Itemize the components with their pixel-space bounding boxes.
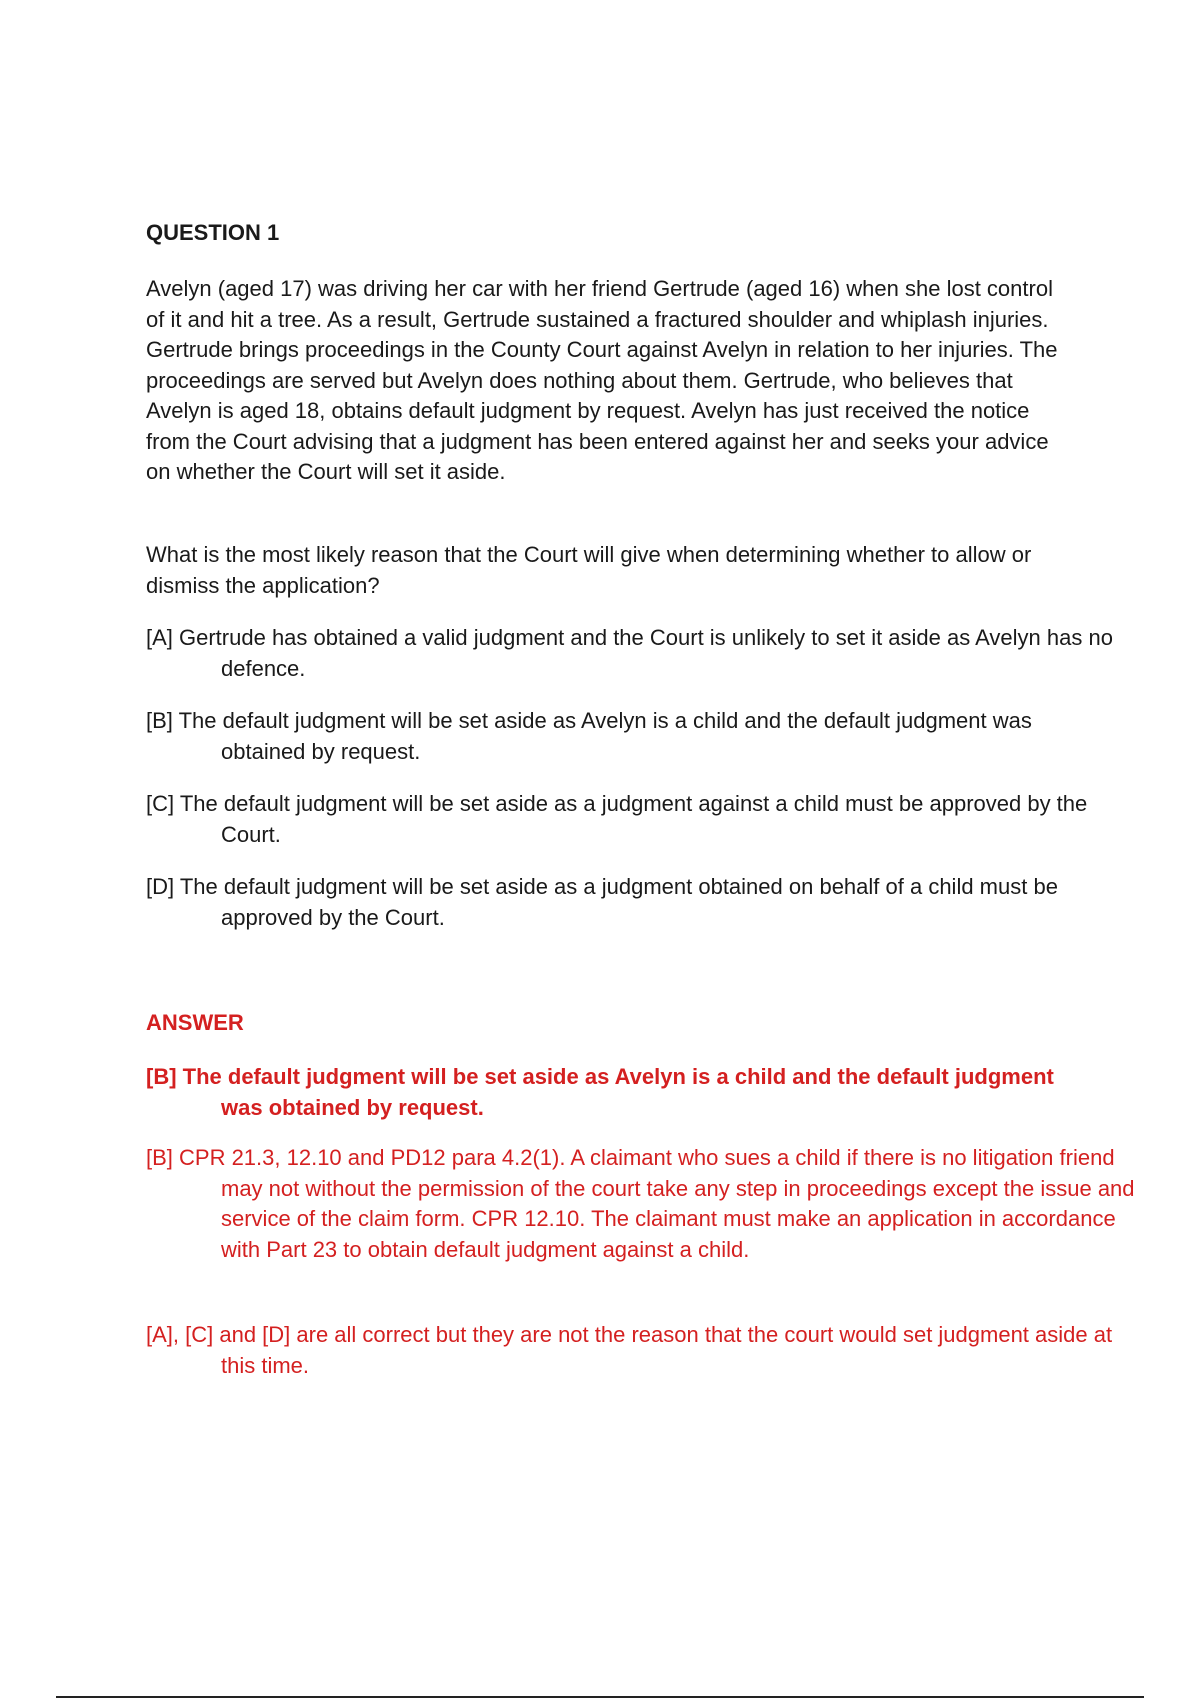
question-heading: QUESTION 1	[146, 220, 280, 245]
answer-explanation-others: [A], [C] and [D] are all correct but they are not the reason that the court would set judgment aside at this time.	[146, 1322, 1113, 1378]
option-b: [B] The default judgment will be set aside as Avelyn is a child and the default judgment was obtained by request.	[146, 708, 1032, 764]
question-scenario: Avelyn (aged 17) was driving her car with her friend Gertrude (aged 16) when she lost control of it and hit a tree. As a result, Gertrude sustained a fractured shoulder and whiplash injuries. Gertrude brings proceedings in the County Court against Avelyn in relation to her injuries. The proceedings are served but Avelyn does nothing about them. Gertrude, who believes that Avelyn is aged 18, obtains default judgment by request. Avelyn has just received the notice from the Court advising that a judgment has been entered against her and seeks your advice on whether the Court will set it aside.	[146, 276, 1058, 484]
question-prompt: What is the most likely reason that the Court will give when determining whether to allow or dismiss the application?	[146, 542, 1032, 598]
answer-explanation-b: [B] CPR 21.3, 12.10 and PD12 para 4.2(1). A claimant who sues a child if there is no litigation friend may not without the permission of the court take any step in proceedings except the issue and service of the claim form. CPR 12.10. The claimant must make an application in accordance with Part 23 to obtain default judgment against a child.	[146, 1145, 1135, 1262]
option-c: [C] The default judgment will be set aside as a judgment against a child must be approved by the Court.	[146, 791, 1088, 847]
option-a: [A] Gertrude has obtained a valid judgment and the Court is unlikely to set it aside as Avelyn has no defence.	[146, 625, 1113, 681]
answer-heading: ANSWER	[146, 1010, 244, 1035]
option-d: [D] The default judgment will be set aside as a judgment obtained on behalf of a child must be approved by the Court.	[146, 874, 1058, 930]
bottom-divider	[56, 1696, 1144, 1698]
answer-choice: [B] The default judgment will be set aside as Avelyn is a child and the default judgment was obtained by request.	[146, 1064, 1054, 1120]
